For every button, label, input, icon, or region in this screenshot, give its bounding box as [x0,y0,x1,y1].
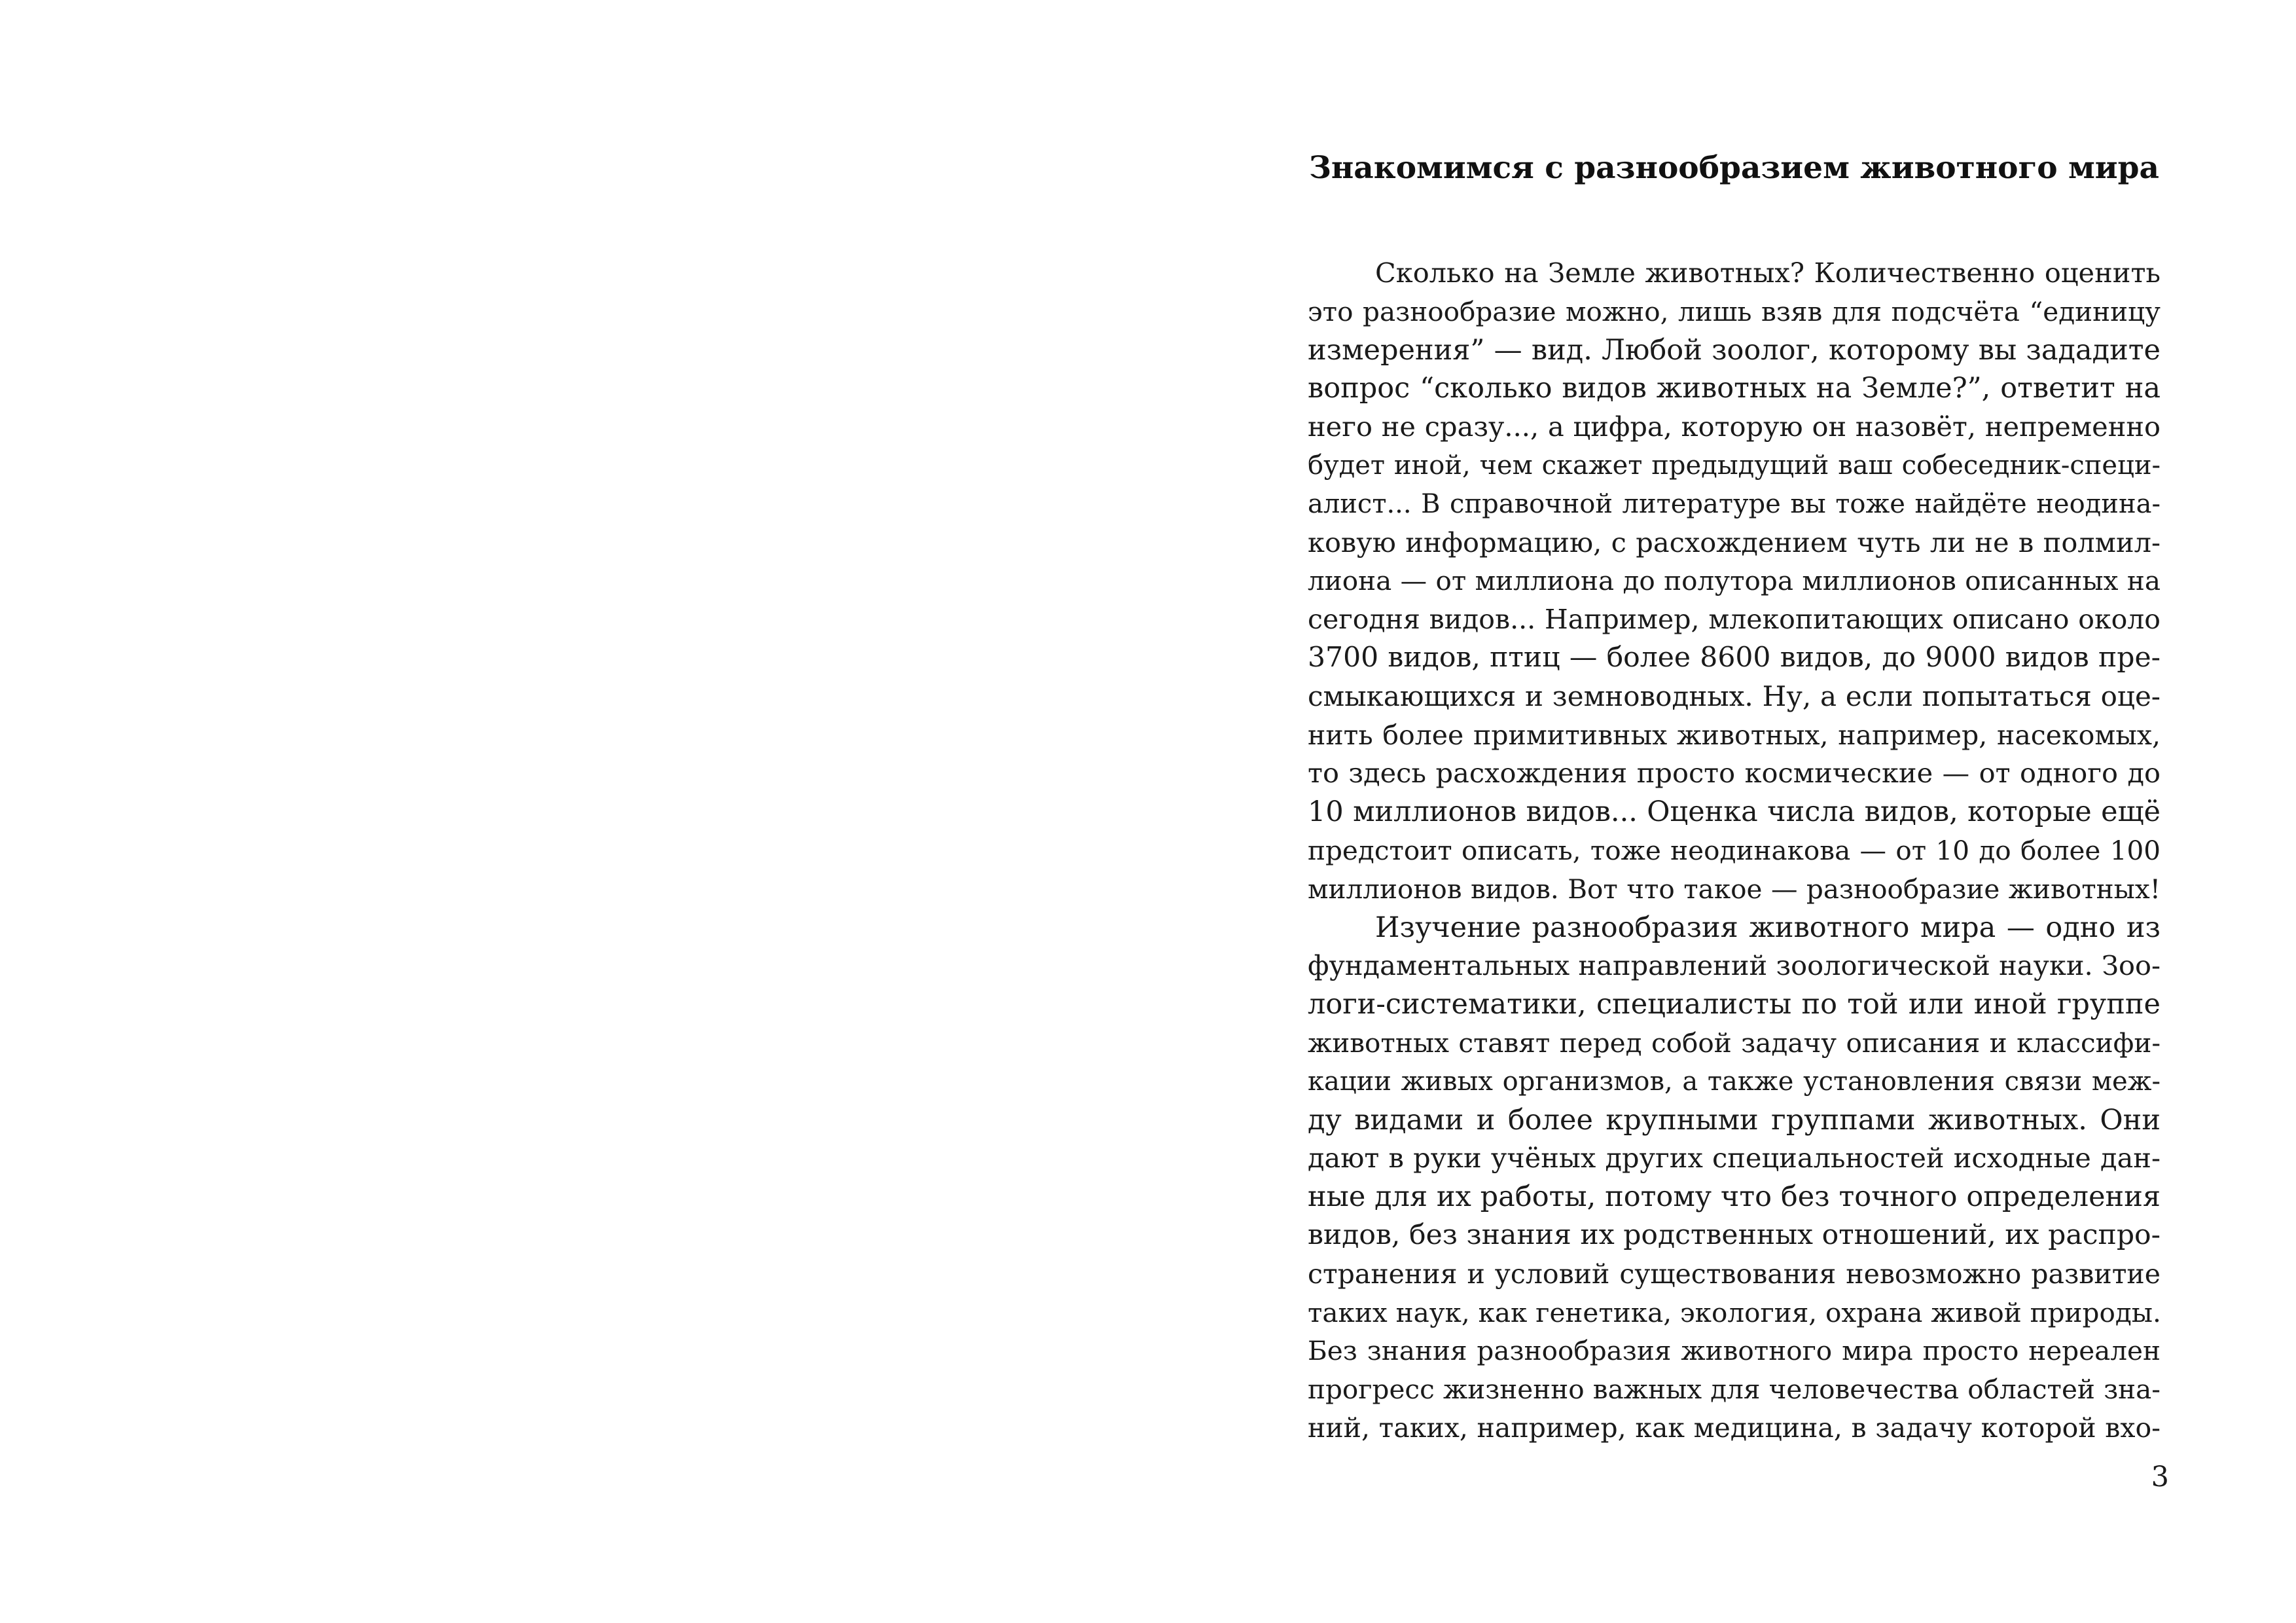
text-line: смыкающихся и земноводных. Ну, а если попытаться оце- [1308,680,2161,712]
text-line: 10 миллионов видов... Оценка числа видов, которые ещё [1308,795,2161,829]
text-line: Сколько на Земле животных? Количественно оценить [1375,257,2161,289]
text-line: 3700 видов, птиц — более 8600 видов, до 9000 видов пре- [1308,641,2161,674]
chapter-heading: Знакомимся с разнообразием животного мира [1309,150,2159,186]
text-line: то здесь расхождения просто космические — от одного до [1308,757,2161,790]
text-line: сегодня видов... Например, млекопитающих описано около [1308,604,2161,636]
text-line: животных ставят перед собой задачу описания и классифи- [1308,1027,2161,1059]
text-line: кации живых организмов, а также установления связи меж- [1308,1066,2161,1097]
text-line: измерения” — вид. Любой зоолог, которому вы зададите [1308,333,2161,367]
paragraph-1 [1308,254,2161,909]
text-line: Изучение разнообразия животного мира — одно из [1375,911,2161,944]
paragraph-2 [1308,909,2161,1448]
text-line: ду видами и более крупными группами животных. Они [1308,1103,2161,1137]
text-line: странения и условий существования невозможно развитие [1308,1258,2161,1290]
text-line: логи-систематики, специалисты по той или иной группе [1308,988,2161,1021]
text-line: нить более примитивных животных, например, насекомых, [1308,719,2161,751]
text-line: лиона — от миллиона до полутора миллионов описанных на [1308,565,2161,597]
text-line: Без знания разнообразия животного мира просто нереален [1308,1335,2161,1367]
text-line: дают в руки учёных других специальностей исходные дан- [1308,1142,2161,1175]
text-line: миллионов видов. Вот что такое — разнообразие животных! [1308,873,2161,905]
text-line: него не сразу..., а цифра, которую он назовёт, непременно [1308,410,2161,443]
text-block [1308,139,2161,1448]
page-number: 3 [2151,1461,2169,1493]
text-line: таких наук, как генетика, экология, охрана живой природы. [1308,1296,2161,1328]
text-line: ковую информацию, с расхождением чуть ли не в полмил- [1308,526,2161,558]
text-line: видов, без знания их родственных отношений, их распро- [1308,1218,2161,1251]
text-line: вопрос “сколько видов животных на Земле?”, ответит на [1308,372,2161,405]
text-line: это разнообразие можно, лишь взяв для подсчёта “единицу [1308,295,2161,327]
text-line: ний, таких, например, как медицина, в задачу которой вхо- [1308,1412,2161,1444]
text-line: фундаментальных направлений зоологической науки. Зоо- [1308,949,2161,982]
text-line: прогресс жизненно важных для человечества областей зна- [1308,1374,2161,1406]
body-text [1308,254,2161,1448]
text-line: алист... В справочной литературе вы тоже найдёте неодина- [1308,488,2161,519]
text-line: ные для их работы, потому что без точного определения [1308,1180,2161,1214]
right-page [1148,0,2296,1623]
text-line: будет иной, чем скажет предыдущий ваш собеседник-специ- [1308,450,2161,481]
text-line: предстоит описать, тоже неодинакова — от 10 до более 100 [1308,834,2161,866]
